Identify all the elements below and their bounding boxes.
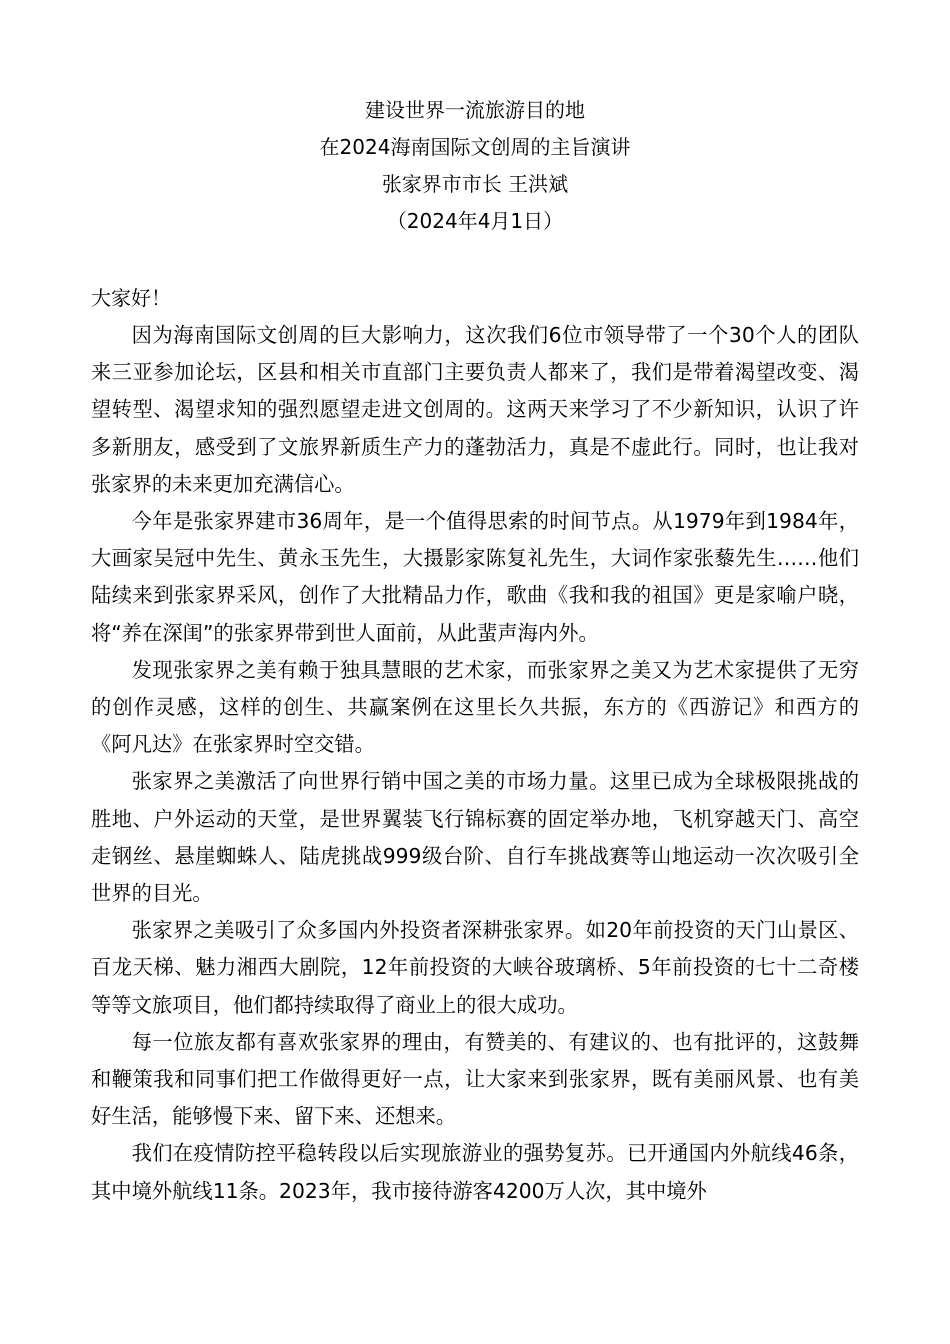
paragraph: 张家界之美吸引了众多国内外投资者深耕张家界。如20年前投资的天门山景区、百龙天梯、魅力湘西大剧院，12年前投资的大峡谷玻璃桥、5年前投资的七十二奇楼等等文旅项目，他们都持续取得了商业上的很大成功。 xyxy=(91,918,859,1017)
paragraph: 张家界之美激活了向世界行销中国之美的市场力量。这里已成为全球极限挑战的胜地、户外运动的天堂，是世界翼装飞行锦标赛的固定举办地，飞机穿越天门、高空走钢丝、悬崖蜘蛛人、陆虎挑战999级台阶、自行车挑战赛等山地运动一次次吸引全世界的目光。 xyxy=(91,769,859,906)
paragraph: 因为海南国际文创周的巨大影响力，这次我们6位市领导带了一个30个人的团队来三亚参加论坛，区县和相关市直部门主要负责人都来了，我们是带着渴望改变、渴望转型、渴望求知的强烈愿望走进文创周的。这两天来学习了不少新知识，认识了许多新朋友，感受到了文旅界新质生产力的蓬勃活力，真是不虚此行。同时，也让我对张家界的未来更加充满信心。 xyxy=(91,323,859,496)
speech-body xyxy=(91,280,859,1210)
speech-date: （2024年4月1日） xyxy=(386,209,564,233)
greeting: 大家好！ xyxy=(91,286,171,310)
speech-subtitle: 在2024海南国际文创周的主旨演讲 xyxy=(319,135,631,159)
speech-header xyxy=(0,92,950,240)
speech-title: 建设世界一流旅游目的地 xyxy=(365,98,585,122)
speaker-line: 张家界市市长 王洪斌 xyxy=(381,172,569,196)
paragraph: 我们在疫情防控平稳转段以后实现旅游业的强势复苏。已开通国内外航线46条，其中境外航线11条。2023年，我市接待游客4200万人次，其中境外 xyxy=(91,1141,859,1203)
paragraph: 每一位旅友都有喜欢张家界的理由，有赞美的、有建议的、也有批评的，这鼓舞和鞭策我和同事们把工作做得更好一点，让大家来到张家界，既有美丽风景、也有美好生活，能够慢下来、留下来、还想来。 xyxy=(91,1029,859,1129)
paragraph: 发现张家界之美有赖于独具慧眼的艺术家，而张家界之美又为艺术家提供了无穷的创作灵感，这样的创生、共赢案例在这里长久共振，东方的《西游记》和西方的《阿凡达》在张家界时空交错。 xyxy=(91,657,859,757)
paragraph: 今年是张家界建市36周年，是一个值得思索的时间节点。从1979年到1984年，大画家吴冠中先生、黄永玉先生，大摄影家陈复礼先生，大词作家张藜先生……他们陆续来到张家界采风，创作了大批精品力作，歌曲《我和我的祖国》更是家喻户晓，将“养在深闺”的张家界带到世人面前，从此蜚声海内外。 xyxy=(91,509,859,645)
